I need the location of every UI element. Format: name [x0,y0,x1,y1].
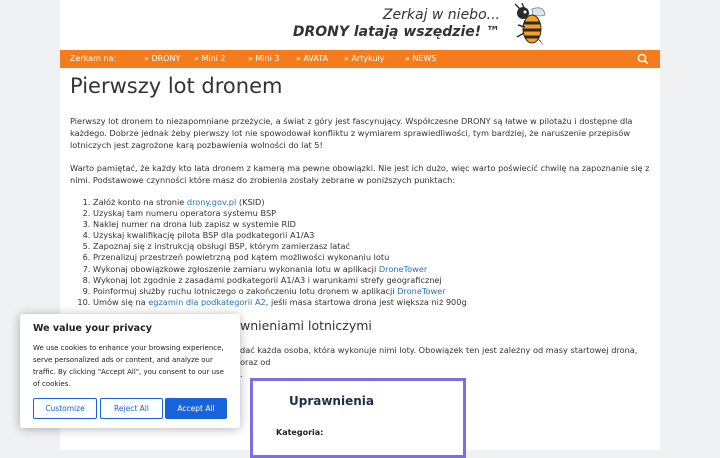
intro-paragraph: Pierwszy lot dronem to niezapomniane przeżycie, a świat z góry jest fascynujący. Współczesne DRONY są łatwe w pilotażu i dostępne dla każdego. Dobrze jednak żeby pierwszy lot nie spowodował konfliktu z wymiarem sprawiedliwości, tym bardziej, że naruszenie przepisów lotniczych jest zagrożone karą pozbawienia wolności do lat 5! [70,116,633,150]
permissions-box [250,378,466,458]
main-navigation [60,50,660,68]
list-item: 10. Umów się na egzamin dla podkategorii A2, jeśli masa startowa drona jest większa niż 900g [93,297,650,308]
site-header [60,0,660,50]
nav-item-artykuly[interactable]: » Artykuły [344,54,385,63]
cookie-text: We use cookies to enhance your browsing experience, serve personalized ads or content, and analyze our traffic. By clicking "Accept All", you consent to our use of cookies. [33,344,224,388]
permissions-box-title: Uprawnienia [289,394,374,408]
list-item: 5. Zapoznaj się z instrukcją obsługi BSP, którym zamierzasz latać [93,241,650,252]
site-tagline[interactable] [60,7,500,41]
list-item: 3. Naklej numer na drona lub zapisz w systemie RID [93,219,650,230]
link-egzamin-a2[interactable]: egzamin dla podkategorii A2 [148,296,266,307]
search-icon[interactable] [636,52,650,66]
reject-all-button[interactable]: Reject All [100,398,163,419]
page-title: Pierwszy lot dronem [70,74,283,98]
accept-all-button[interactable]: Accept All [165,398,227,419]
steps-list [70,197,650,308]
nav-item-news[interactable]: » NEWS [405,54,437,63]
bee-logo-icon[interactable] [512,3,548,47]
tagline-line-1: Zerkaj w niebo... [382,7,500,23]
list-item: 9. Poinformuj służby ruchu lotniczego o zakończeniu lotu dronem w aplikacji DroneTower [93,286,650,297]
nav-item-mini-2[interactable]: » Mini 2 [194,54,226,63]
section-paragraph: dać każda osoba, która wykonuje nimi loty. Obowiązek ten jest zależny od masy startowej drona, oraz od . [240,345,638,379]
link-dronetower[interactable]: DroneTower [378,263,428,274]
tagline-line-2: DRONY latają wszędzie! ™ [292,24,500,40]
list-item: 8. Wykonaj lot zgodnie z zasadami podkategorii A1/A3 i warunkami strefy geograficznej [93,275,650,286]
customize-button[interactable]: Customize [33,398,97,419]
list-item: 6. Przenalizuj przestrzeń powietrzną pod kątem możliwości wykonaniu lotu [93,252,650,263]
nav-item-avata[interactable]: » AVATA [296,54,328,63]
cookie-consent-dialog [20,314,240,428]
obligations-paragraph: Warto pamiętać, że każdy kto lata dronem z kamerą ma pewne obowiązki. Nie jest ich dużo, więc warto poświecić chwilę na zapoznanie się z nimi. Podstawowe czynności które masz do zrobienia zostały zebrane w poniższych punktach: [70,163,650,185]
link-drony-gov[interactable]: drony.gov.pl [186,197,237,207]
list-item: 7. Wykonaj obowiązkowe zgłoszenie zamiaru wykonania lotu w aplikacji DroneTower [93,264,650,275]
list-item: 1. Załóż konto na stronie drony.gov.pl (KSID) [93,197,650,208]
nav-item-mini-3[interactable]: » Mini 3 [248,54,280,63]
category-label: Kategoria: [276,428,324,437]
article-content [70,115,650,308]
cookie-title: We value your privacy [33,323,152,334]
link-dronetower-2[interactable]: DroneTower [397,285,446,296]
section-heading: wnieniami lotniczymi [240,318,372,333]
nav-item-drony[interactable]: » DRONY [144,54,181,63]
list-item: 4. Uzyskaj kwalifikację pilota BSP dla podkategorii A1/A3 [93,230,650,241]
nav-label-zerkam[interactable]: Zerkam na: [70,54,117,63]
list-item: 2. Uzyskaj tam numeru operatora systemu BSP [93,208,650,219]
